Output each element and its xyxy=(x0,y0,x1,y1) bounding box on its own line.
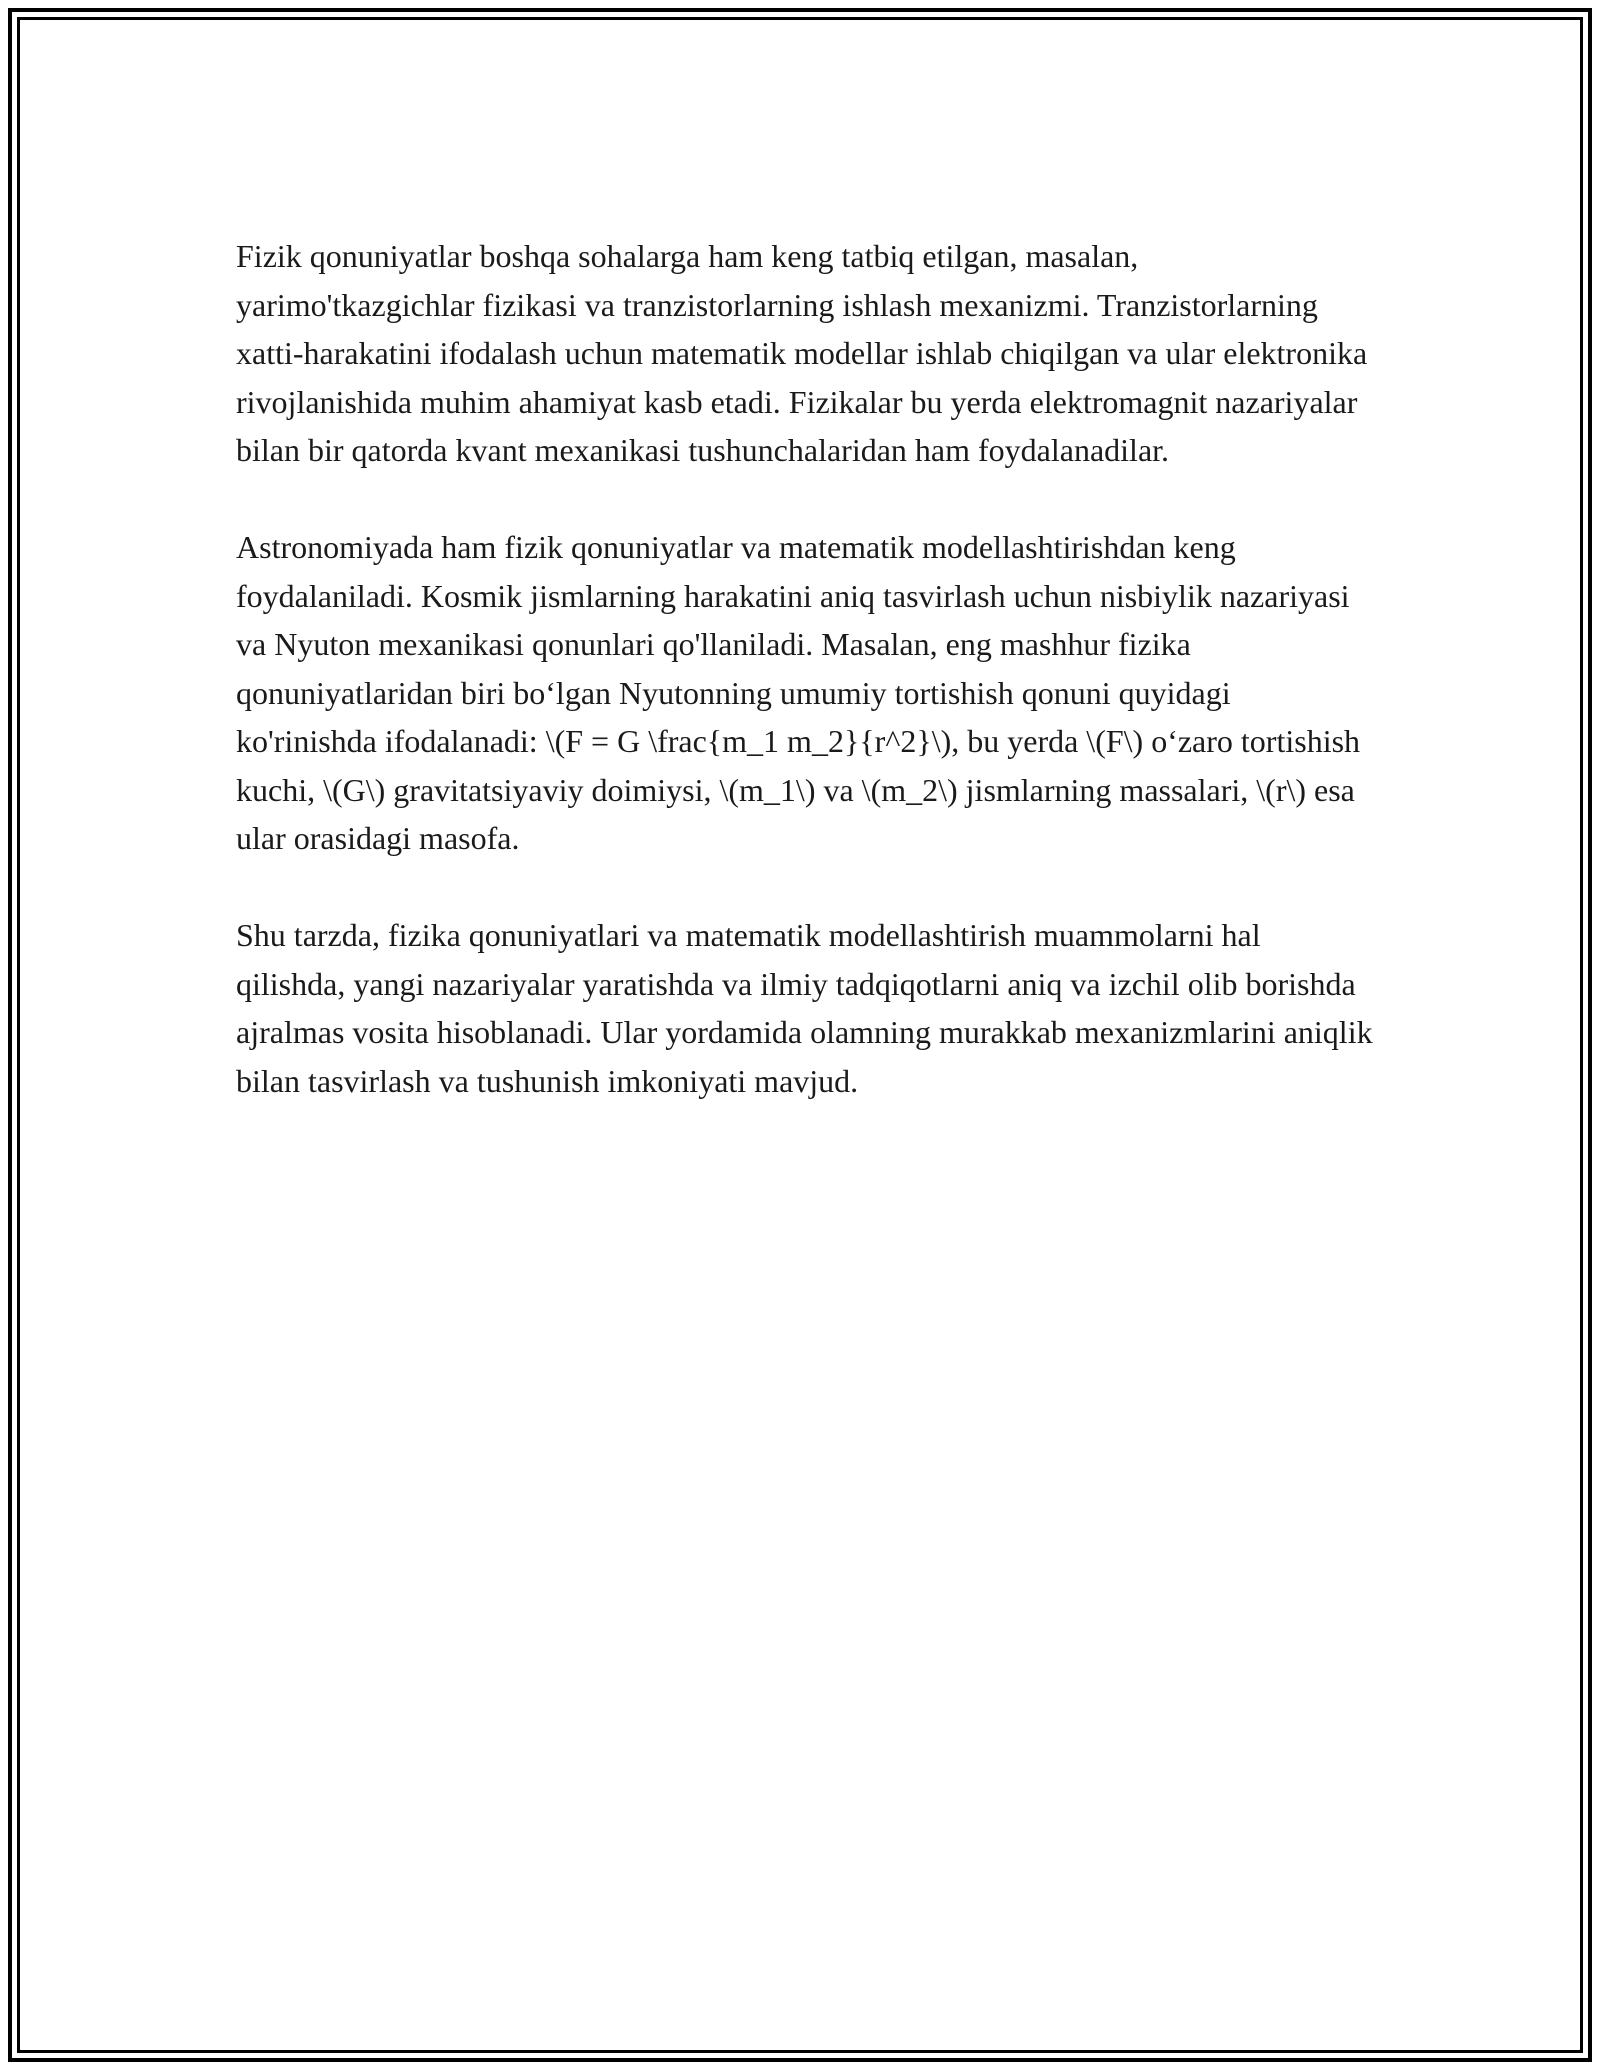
document-body xyxy=(236,232,1376,1154)
paragraph-conclusion: Shu tarzda, fizika qonuniyatlari va matematik modellashtirish muammolarni hal qilishda, yangi nazariyalar yaratishda va ilmiy tadqiqotlarni aniq va izchil olib borishda ajralmas vosita hisoblanadi. Ular yordamida olamning murakkab mexanizmlarini aniqlik bilan tasvirlash va tushunish imkoniyati mavjud. xyxy=(236,917,1373,1099)
paragraph-semiconductors: Fizik qonuniyatlar boshqa sohalarga ham keng tatbiq etilgan, masalan, yarimo'tkazgichlar fizikasi va tranzistorlarning ishlash mexanizmi. Tranzistorlarning xatti-harakatini ifodalash uchun matematik modellar ishlab chiqilgan va ular elektronika rivojlanishida muhim ahamiyat kasb etadi. Fizikalar bu yerda elektromagnit nazariyalar bilan bir qatorda kvant mexanikasi tushunchalaridan ham foydalanadilar. xyxy=(236,238,1368,468)
paragraph-astronomy: Astronomiyada ham fizik qonuniyatlar va matematik modellashtirishdan keng foydalaniladi. Kosmik jismlarning harakatini aniq tasvirlash uchun nisbiylik nazariyasi va Nyuton mexanikasi qonunlari qo'llaniladi. Masalan, eng mashhur fizika qonuniyatlaridan biri bo‘lgan Nyutonning umumiy tortishish qonuni quyidagi ko'rinishda ifodalanadi: \(F = G \frac{m_1 m_2}{r^2}\), bu yerda \(F\) o‘zaro tortishish kuchi, \(G\) gravitatsiyaviy doimiysi, \(m_1\) va \(m_2\) jismlarning massalari, \(r\) esa ular orasidagi masofa. xyxy=(236,529,1361,856)
